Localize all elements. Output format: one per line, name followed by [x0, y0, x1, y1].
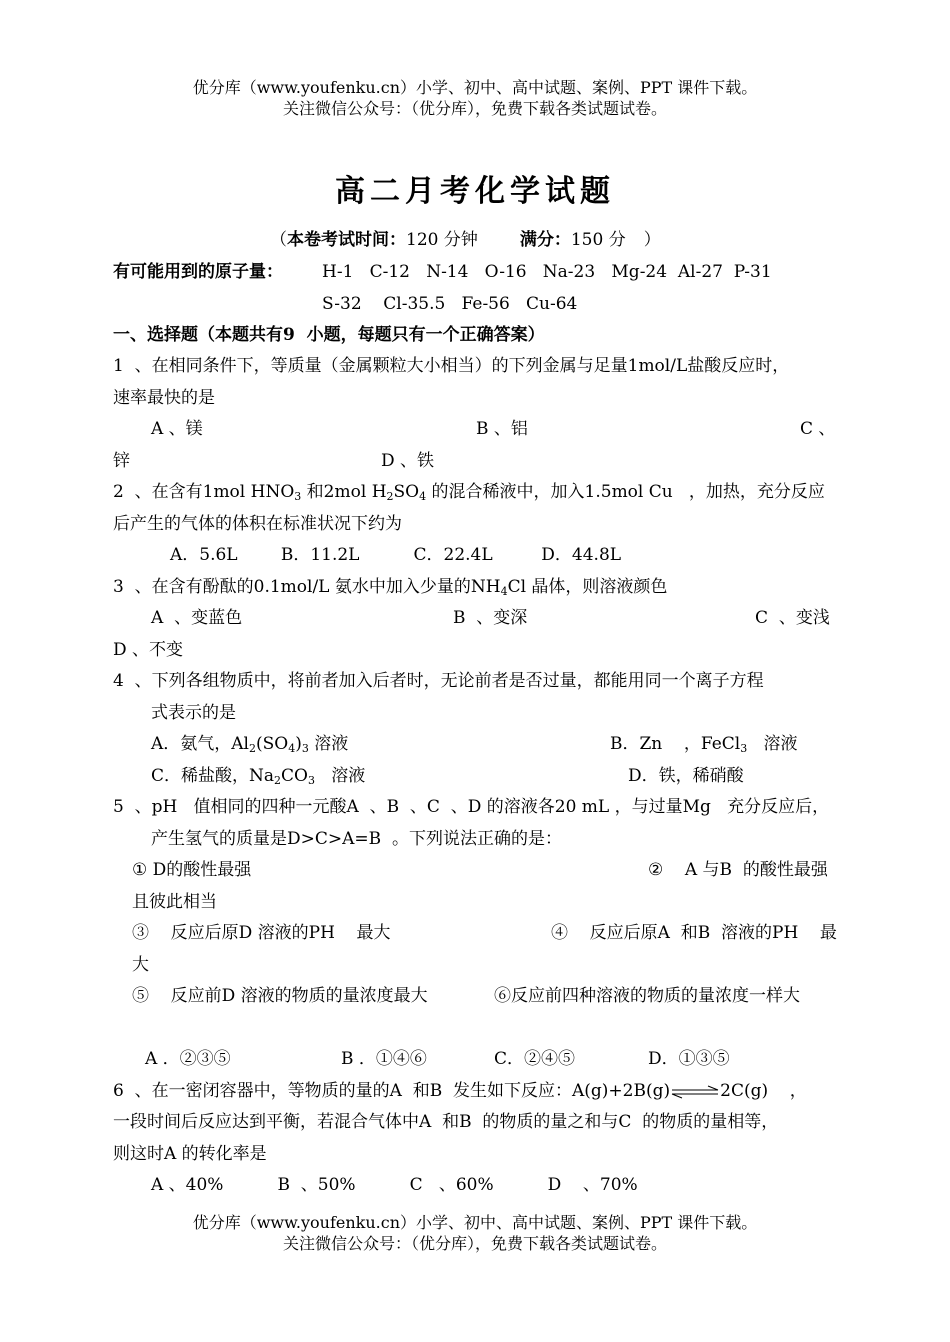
q5-option-b: B ．①④⑥ [341, 1049, 427, 1069]
q1-option-d: D 、铁 [381, 451, 435, 471]
q2-stem-line-1: 2 、在含有1mol $HNO_3$ 和2mol $H_2SO_4$ 的混合稀液中，加入1.5mol Cu ，加热，充分反应 [113, 482, 825, 503]
score-label: 满分： [519, 230, 571, 250]
page-title: 高二月考化学试题 [335, 174, 615, 209]
atomic-mass-row-1: H-1 C-12 N-14 O-16 Na-23 Mg-24 Al-27 P-31 [322, 262, 772, 282]
equilibrium-arrow-icon [670, 1085, 720, 1099]
q3-option-a: A 、变蓝色 [151, 608, 243, 628]
q5-statement-6: ⑥反应前四种溶液的物质的量浓度一样大 [494, 986, 800, 1006]
q4-stem-line-1: 4 、下列各组物质中，将前者加入后者时，无论前者是否过量，都能用同一个离子方程 [113, 671, 764, 691]
q1-option-c: C 、 [800, 419, 836, 439]
q5-statement-3: ③ 反应后原D 溶液的PH 最大 [132, 923, 391, 943]
q5-statement-1: ① D的酸性最强 [132, 860, 252, 880]
q4-option-c: C．稀盐酸，$Na_2CO_3$ 溶液 [151, 766, 366, 787]
header-line-1: 优分库（www.youfenku.cn）小学、初中、高中试题、案例、PPT 课件下载。 [192, 78, 758, 97]
atomic-mass-row-2: S-32 Cl-35.5 Fe-56 Cu-64 [322, 294, 578, 314]
q3-option-c: C 、变浅 [755, 608, 830, 628]
q6-options: A 、40% B 、50% C 、60% D 、70% [151, 1175, 638, 1195]
footer-line-2: 关注微信公众号：（优分库），免费下载各类试题试卷。 [282, 1234, 667, 1253]
q5-option-c: C．②④⑤ [494, 1049, 576, 1069]
q3-option-d: D 、不变 [113, 640, 184, 660]
q1-option-c-text: 锌 [113, 451, 130, 471]
q5-statement-2-cont: 且彼此相当 [132, 892, 217, 912]
footer-line-1: 优分库（www.youfenku.cn）小学、初中、高中试题、案例、PPT 课件下载。 [192, 1213, 758, 1232]
q6-stem-line-3: 则这时A 的转化率是 [113, 1144, 267, 1164]
q5-statement-4-cont: 大 [132, 955, 149, 975]
q5-stem-line-2: 产生氢气的质量是D>C>A=B 。下列说法正确的是： [151, 829, 562, 849]
q3-stem: 3 、在含有酚酞的0.1mol/L 氨水中加入少量的$NH_4Cl$ 晶体，则溶液颜色 [113, 577, 668, 598]
header-line-2: 关注微信公众号：（优分库），免费下载各类试题试卷。 [282, 99, 667, 118]
q1-stem-line-1: 1 、在相同条件下，等质量（金属颗粒大小相当）的下列金属与足量1mol/L盐酸反应时， [113, 356, 790, 376]
q1-stem-line-2: 速率最快的是 [113, 388, 215, 408]
q5-statement-4: ④ 反应后原A 和B 溶液的PH 最 [551, 923, 837, 943]
q4-option-a: A．氨气，$Al_2(SO_4)_3$ 溶液 [151, 734, 349, 755]
time-label: 本卷考试时间： [287, 230, 406, 250]
q3-option-b: B 、变深 [453, 608, 528, 628]
q6-stem-line-2: 一段时间后反应达到平衡，若混合气体中A 和B 的物质的量之和与C 的物质的量相等， [113, 1112, 779, 1132]
q1-option-b: B 、铝 [476, 419, 528, 439]
q2-options: A．5.6L B．11.2L C．22.4L D．44.8L [170, 545, 622, 565]
score-value: 150 分 [570, 230, 626, 250]
q2-stem-line-2: 后产生的气体的体积在标准状况下约为 [113, 514, 402, 534]
q4-option-d: D．铁，稀硝酸 [628, 766, 744, 786]
atomic-mass-label: 有可能用到的原子量： [113, 262, 283, 282]
q6-stem-line-1: 6 、在一密闭容器中，等物质的量的A 和B 发生如下反应：A(g)+2B(g) 2C(g) ， [113, 1081, 807, 1101]
q5-statement-5: ⑤ 反应前D 溶液的物质的量浓度最大 [132, 986, 428, 1006]
section-heading: 一、选择题（本题共有9 小题，每题只有一个正确答案） [113, 325, 545, 345]
time-value: 120 分钟 [406, 230, 478, 250]
q4-stem-line-2: 式表示的是 [151, 703, 236, 723]
exam-info: （本卷考试时间：120 分钟 满分：150 分 ） [270, 230, 661, 250]
q5-statement-2: ② A 与B 的酸性最强 [648, 860, 828, 880]
q5-option-d: D．①③⑤ [648, 1049, 730, 1069]
q5-stem-line-1: 5 、pH 值相同的四种一元酸A 、B 、C 、D 的溶液各20 mL ，与过量Mg 充分反应后， [113, 797, 830, 817]
q5-option-a: A ．②③⑤ [145, 1049, 231, 1069]
q1-option-a: A 、镁 [151, 419, 203, 439]
q4-option-b: B．Zn ，FeCl$_3$ 溶液 [610, 734, 798, 755]
